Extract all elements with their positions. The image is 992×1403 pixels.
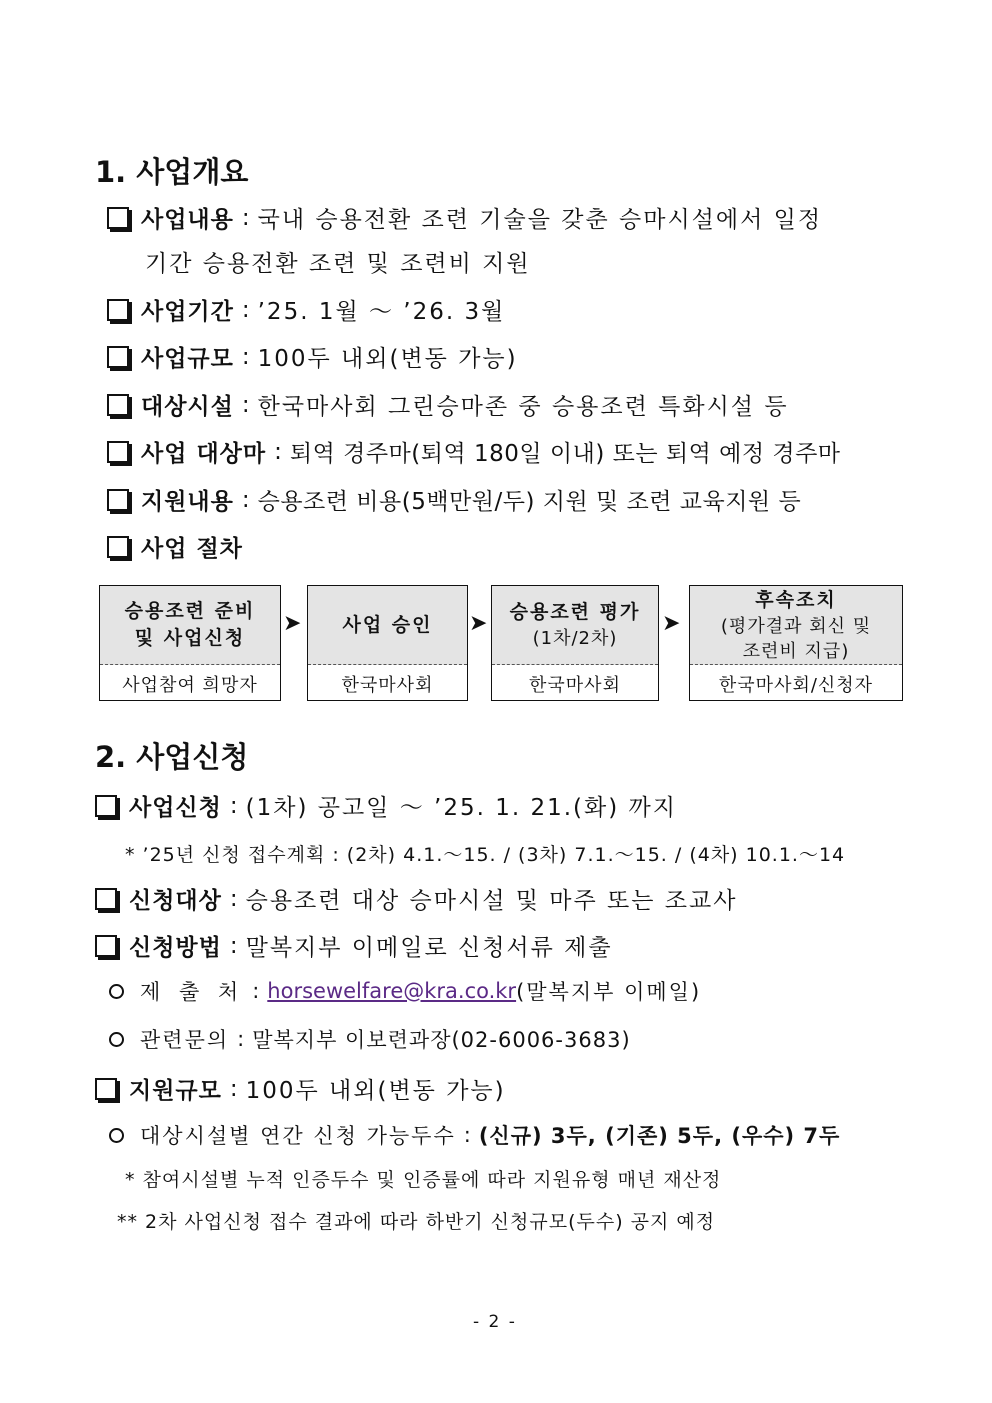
flow-step-subtitle: (평가결과 회신 및 xyxy=(720,615,872,637)
item-business-content: 사업내용 : 국내 승용전환 조련 기술을 갖춘 승마시설에서 일정 xyxy=(107,201,822,234)
item-contact: 관련문의 : 말복지부 이보련과장(02-6006-3683) xyxy=(109,1024,631,1054)
flow-step-title: 및 사업신청 xyxy=(134,627,246,649)
checkbox-icon xyxy=(95,795,117,817)
item-apply-target: 신청대상 : 승용조련 대상 승마시설 및 마주 또는 조교사 xyxy=(95,882,737,915)
arrow-right-icon: ➤ xyxy=(283,611,302,636)
item-text-continued: 기간 승용전환 조련 및 조련비 지원 xyxy=(145,251,531,277)
checkbox-icon xyxy=(107,441,129,463)
flow-step-4 xyxy=(689,585,903,701)
item-text: 국내 승용전환 조련 기술을 갖춘 승마시설에서 일정 xyxy=(257,207,823,233)
flow-step-title: 사업 승인 xyxy=(342,613,433,636)
item-period: 사업기간 : ’25. 1월 ～ ’26. 3월 xyxy=(107,293,505,326)
flow-step-actor: 한국마사회/신청자 xyxy=(718,674,874,696)
item-scale: 사업규모 : 100두 내외(변동 가능) xyxy=(107,340,518,373)
checkbox-icon xyxy=(107,346,129,368)
checkbox-icon xyxy=(95,1078,117,1100)
item-apply-method: 신청방법 : 말복지부 이메일로 신청서류 제출 xyxy=(95,929,613,962)
circle-bullet-icon xyxy=(109,984,124,999)
item-target-horse: 사업 대상마 : 퇴역 경주마(퇴역 180일 이내) 또는 퇴역 예정 경주마 xyxy=(107,435,841,468)
item-apply: 사업신청 : (1차) 공고일 ～ ’25. 1. 21.(화) 까지 xyxy=(95,789,677,822)
page-number: - 2 - xyxy=(473,1312,517,1332)
footnote-2: ** 2차 사업신청 접수 결과에 따라 하반기 신청규모(두수) 공지 예정 xyxy=(117,1211,716,1233)
flow-step-title: 후속조치 xyxy=(755,588,837,611)
checkbox-icon xyxy=(107,207,129,229)
flow-step-title: 승용조련 준비 xyxy=(124,600,256,622)
flow-step-actor: 사업참여 희망자 xyxy=(122,674,258,696)
checkbox-icon xyxy=(107,536,129,558)
apply-schedule-note: * ’25년 신청 접수계획 : (2차) 4.1.～15. / (3차) 7.1.～15. / (4차) 10.1.～14 xyxy=(125,844,846,866)
item-support-scale: 지원규모 : 100두 내외(변동 가능) xyxy=(95,1072,506,1105)
item-support-content: 지원내용 : 승용조련 비용(5백만원/두) 지원 및 조련 교육지원 등 xyxy=(107,483,801,516)
checkbox-icon xyxy=(95,888,117,910)
flow-step-title: 승용조련 평가 xyxy=(509,601,641,623)
item-label: 사업내용 xyxy=(141,207,234,233)
item-facility: 대상시설 : 한국마사회 그린승마존 중 승용조련 특화시설 등 xyxy=(107,388,789,421)
flow-step-actor: 한국마사회 xyxy=(341,674,434,696)
footnote-1: * 참여시설별 누적 인증두수 및 인증률에 따라 지원유형 매년 재산정 xyxy=(125,1169,722,1191)
checkbox-icon xyxy=(107,299,129,321)
checkbox-icon xyxy=(95,935,117,957)
section1-title: 1. 사업개요 xyxy=(95,155,249,189)
flow-step-subtitle: 조련비 지급) xyxy=(742,640,850,662)
arrow-right-icon: ➤ xyxy=(469,611,488,636)
flow-step-2 xyxy=(307,585,468,701)
item-procedure: 사업 절차 xyxy=(107,530,243,563)
flow-step-subtitle: (1차/2차) xyxy=(532,628,618,649)
item-submit-to: 제 출 처 : horsewelfare@kra.co.kr (말복지부 이메일) xyxy=(109,976,701,1006)
section2-title: 2. 사업신청 xyxy=(95,740,249,774)
checkbox-icon xyxy=(107,394,129,416)
checkbox-icon xyxy=(107,489,129,511)
flow-step-3 xyxy=(491,585,659,701)
item-per-facility: 대상시설별 연간 신청 가능두수 : (신규) 3두, (기존) 5두, (우수) 7두 xyxy=(109,1120,840,1150)
flow-step-actor: 한국마사회 xyxy=(529,674,621,696)
arrow-right-icon: ➤ xyxy=(662,611,681,636)
flow-step-1 xyxy=(99,585,281,701)
email-link[interactable]: horsewelfare@kra.co.kr xyxy=(267,979,517,1003)
circle-bullet-icon xyxy=(109,1128,124,1143)
circle-bullet-icon xyxy=(109,1032,124,1047)
